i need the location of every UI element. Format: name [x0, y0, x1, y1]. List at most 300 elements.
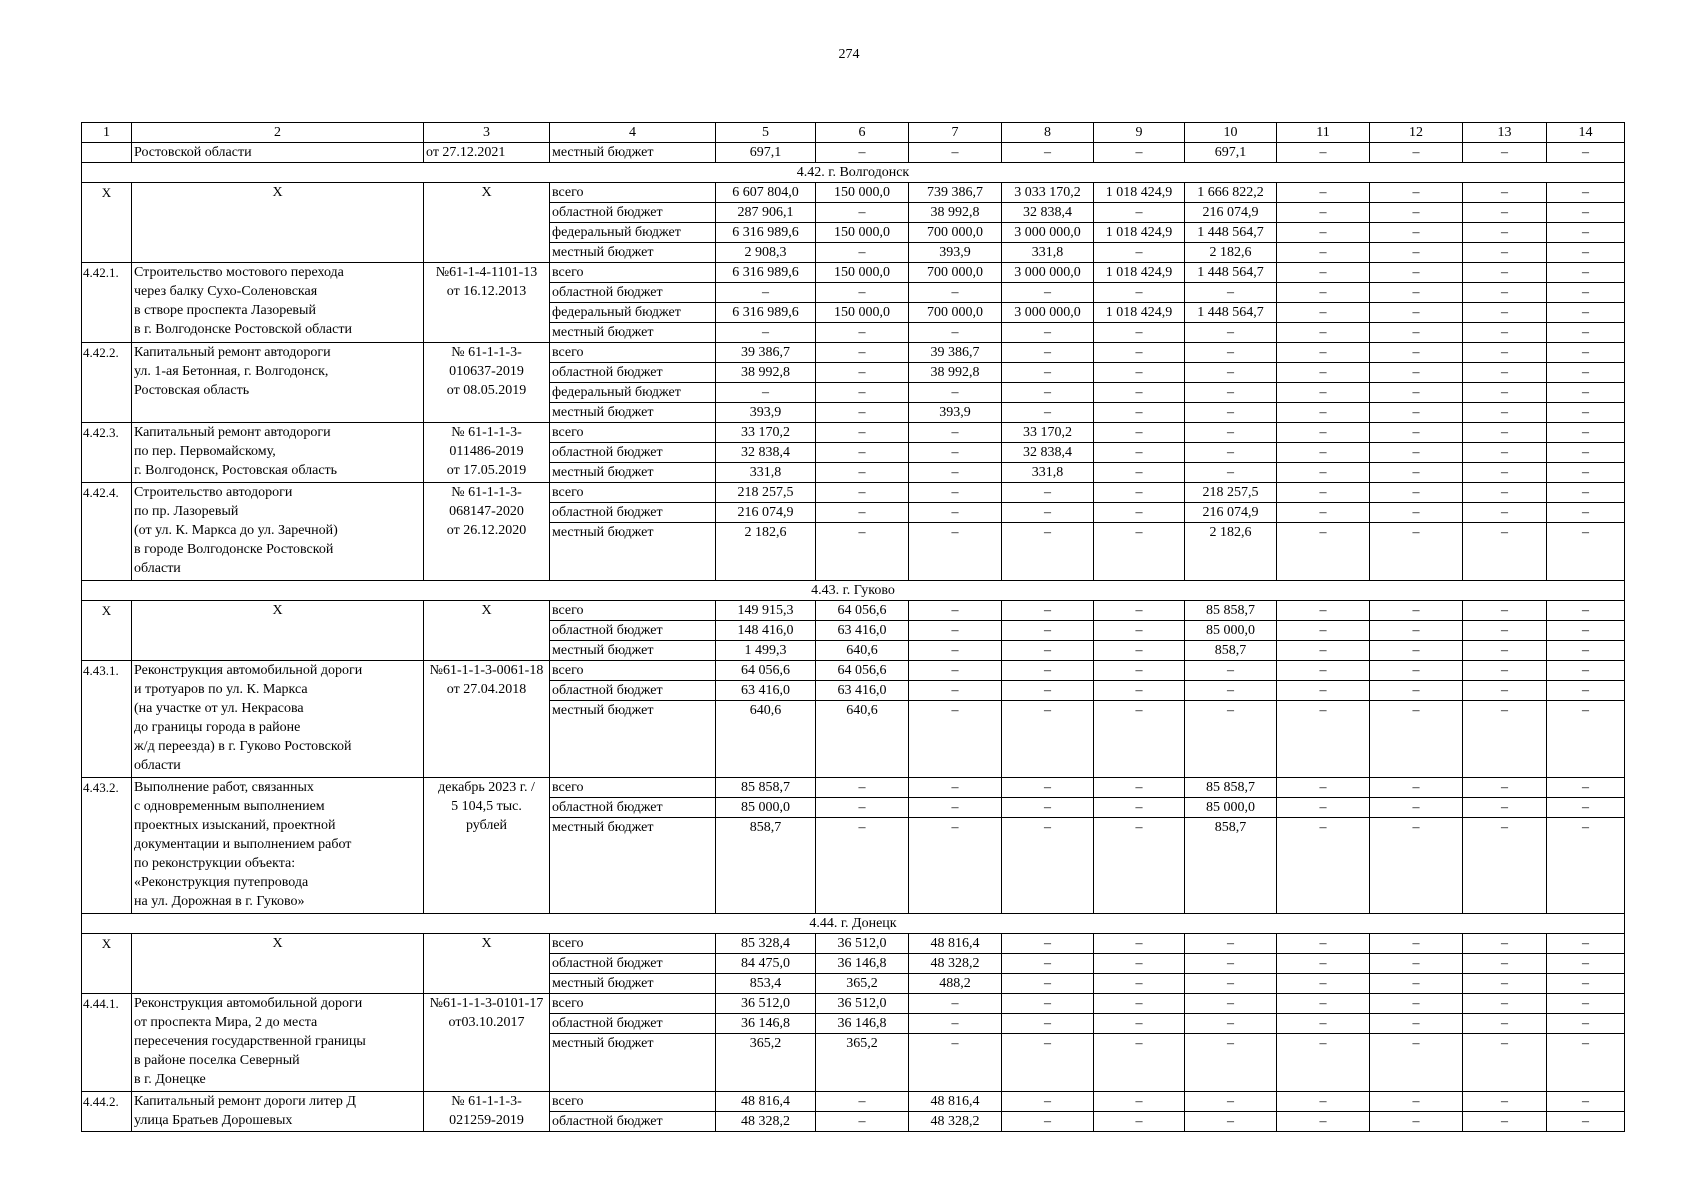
value-cell: –: [909, 778, 1002, 798]
value-cell: 2 182,6: [716, 523, 816, 581]
value-cell: 858,7: [1185, 641, 1277, 661]
value-cell: –: [1094, 621, 1185, 641]
value-cell: 149 915,3: [716, 601, 816, 621]
value-cell: –: [1463, 343, 1547, 363]
value-cell: –: [1094, 283, 1185, 303]
value-cell: 64 056,6: [816, 661, 909, 681]
value-cell: –: [716, 283, 816, 303]
value-cell: –: [1463, 798, 1547, 818]
value-cell: –: [1370, 283, 1463, 303]
table-row: [82, 994, 1625, 1014]
value-cell: –: [1002, 343, 1094, 363]
value-cell: –: [816, 403, 909, 423]
value-cell: –: [1094, 143, 1185, 163]
table-row: [82, 263, 1625, 283]
value-cell: –: [816, 818, 909, 914]
value-cell: –: [1370, 143, 1463, 163]
value-cell: –: [1094, 661, 1185, 681]
value-cell: –: [1277, 523, 1370, 581]
value-cell: 858,7: [716, 818, 816, 914]
value-cell: –: [1185, 403, 1277, 423]
value-cell: –: [1277, 661, 1370, 681]
value-cell: –: [1185, 383, 1277, 403]
value-cell: –: [1370, 243, 1463, 263]
funding-source: местный бюджет: [550, 143, 716, 163]
value-cell: –: [816, 1092, 909, 1112]
value-cell: –: [816, 443, 909, 463]
value-cell: –: [1463, 621, 1547, 641]
value-cell: 331,8: [716, 463, 816, 483]
value-cell: –: [1370, 1092, 1463, 1112]
value-cell: –: [1370, 183, 1463, 203]
value-cell: 216 074,9: [716, 503, 816, 523]
value-cell: –: [1002, 661, 1094, 681]
value-cell: –: [1370, 203, 1463, 223]
value-cell: –: [1002, 323, 1094, 343]
value-cell: 393,9: [909, 243, 1002, 263]
value-cell: 39 386,7: [716, 343, 816, 363]
value-cell: 218 257,5: [1185, 483, 1277, 503]
column-number: 2: [132, 123, 424, 143]
item-number: Х: [82, 601, 132, 661]
value-cell: –: [1547, 1034, 1625, 1092]
value-cell: –: [1463, 463, 1547, 483]
value-cell: 3 000 000,0: [1002, 223, 1094, 243]
value-cell: –: [909, 994, 1002, 1014]
value-cell: –: [1185, 954, 1277, 974]
value-cell: –: [909, 143, 1002, 163]
object-name-line: Выполнение работ, связанных: [134, 780, 314, 795]
value-cell: –: [1277, 1112, 1370, 1132]
value-cell: –: [1002, 994, 1094, 1014]
value-cell: –: [1277, 183, 1370, 203]
document-ref-line: от 27.04.2018: [446, 682, 527, 697]
value-cell: –: [1277, 934, 1370, 954]
value-cell: 36 146,8: [816, 954, 909, 974]
object-name-line: документации и выполнением работ: [134, 837, 352, 852]
value-cell: –: [909, 383, 1002, 403]
value-cell: –: [1002, 641, 1094, 661]
object-name-line: Реконструкция автомобильной дороги: [134, 996, 363, 1011]
value-cell: –: [1370, 934, 1463, 954]
object-name-line: по пер. Первомайскому,: [134, 444, 276, 459]
document-ref-line: от 16.12.2013: [446, 284, 527, 299]
column-number: 13: [1463, 123, 1547, 143]
funding-source: местный бюджет: [550, 523, 716, 581]
value-cell: 1 018 424,9: [1094, 263, 1185, 283]
value-cell: –: [1370, 954, 1463, 974]
section-title: 4.42. г. Волгодонск: [82, 163, 1625, 183]
funding-source: всего: [550, 1092, 716, 1112]
value-cell: –: [1002, 621, 1094, 641]
value-cell: –: [816, 203, 909, 223]
value-cell: 1 018 424,9: [1094, 183, 1185, 203]
funding-source: местный бюджет: [550, 818, 716, 914]
value-cell: 63 416,0: [816, 621, 909, 641]
document-ref-line: Х: [481, 185, 492, 200]
value-cell: –: [1094, 954, 1185, 974]
object-name-line: в г. Донецке: [134, 1072, 206, 1087]
value-cell: 1 448 564,7: [1185, 303, 1277, 323]
funding-source: местный бюджет: [550, 974, 716, 994]
item-number: 4.44.2.: [82, 1092, 132, 1132]
value-cell: –: [816, 798, 909, 818]
document-ref-line: 011486-2019: [449, 444, 524, 459]
document-ref-line: №61-1-1-3-0101-17: [429, 996, 544, 1011]
item-number: Х: [82, 934, 132, 994]
value-cell: 39 386,7: [909, 343, 1002, 363]
value-cell: –: [1094, 403, 1185, 423]
value-cell: –: [1547, 203, 1625, 223]
value-cell: –: [1094, 363, 1185, 383]
funding-source: областной бюджет: [550, 503, 716, 523]
funding-source: областной бюджет: [550, 1112, 716, 1132]
value-cell: –: [816, 463, 909, 483]
funding-source: областной бюджет: [550, 954, 716, 974]
value-cell: –: [1370, 621, 1463, 641]
document-ref-line: от 08.05.2019: [446, 383, 527, 398]
object-name: [132, 423, 424, 483]
value-cell: –: [1277, 343, 1370, 363]
value-cell: 48 328,2: [909, 1112, 1002, 1132]
value-cell: –: [1002, 1112, 1094, 1132]
value-cell: –: [1185, 283, 1277, 303]
value-cell: –: [1463, 1034, 1547, 1092]
value-cell: –: [1094, 463, 1185, 483]
object-name-line: в городе Волгодонске Ростовской: [134, 542, 334, 557]
value-cell: –: [1094, 1014, 1185, 1034]
value-cell: –: [1002, 363, 1094, 383]
value-cell: –: [816, 423, 909, 443]
value-cell: –: [1277, 601, 1370, 621]
table-row: [82, 661, 1625, 681]
value-cell: –: [1277, 423, 1370, 443]
object-name-line: через балку Сухо-Соленовская: [134, 284, 318, 299]
value-cell: –: [1547, 143, 1625, 163]
value-cell: –: [1094, 974, 1185, 994]
column-number: 4: [550, 123, 716, 143]
value-cell: –: [1277, 798, 1370, 818]
value-cell: –: [1002, 974, 1094, 994]
funding-source: всего: [550, 183, 716, 203]
funding-source: областной бюджет: [550, 681, 716, 701]
item-number: 4.43.2.: [82, 778, 132, 914]
item-number: 4.42.1.: [82, 263, 132, 343]
section-title: 4.43. г. Гуково: [82, 581, 1625, 601]
value-cell: –: [1002, 403, 1094, 423]
value-cell: –: [1547, 681, 1625, 701]
value-cell: –: [816, 483, 909, 503]
object-name-line: «Реконструкция путепровода: [134, 875, 309, 890]
value-cell: 331,8: [1002, 463, 1094, 483]
funding-source: областной бюджет: [550, 443, 716, 463]
value-cell: –: [909, 818, 1002, 914]
value-cell: –: [1547, 443, 1625, 463]
value-cell: –: [1370, 403, 1463, 423]
value-cell: –: [1185, 681, 1277, 701]
value-cell: 697,1: [1185, 143, 1277, 163]
value-cell: –: [909, 463, 1002, 483]
value-cell: –: [1277, 203, 1370, 223]
value-cell: –: [816, 523, 909, 581]
value-cell: –: [1185, 701, 1277, 778]
object-name-line: по пр. Лазоревый: [134, 504, 239, 519]
object-name-line: (от ул. К. Маркса до ул. Заречной): [134, 523, 338, 538]
value-cell: 63 416,0: [716, 681, 816, 701]
value-cell: –: [1463, 323, 1547, 343]
value-cell: –: [909, 798, 1002, 818]
value-cell: 48 816,4: [909, 1092, 1002, 1112]
value-cell: 85 858,7: [716, 778, 816, 798]
value-cell: 33 170,2: [716, 423, 816, 443]
column-number: 14: [1547, 123, 1625, 143]
value-cell: 36 146,8: [816, 1014, 909, 1034]
object-name: [132, 994, 424, 1092]
value-cell: 150 000,0: [816, 223, 909, 243]
value-cell: –: [1094, 641, 1185, 661]
value-cell: –: [1277, 283, 1370, 303]
funding-source: областной бюджет: [550, 283, 716, 303]
value-cell: –: [1277, 463, 1370, 483]
value-cell: 1 666 822,2: [1185, 183, 1277, 203]
object-name-line: в г. Волгодонске Ростовской области: [134, 322, 352, 337]
value-cell: 216 074,9: [1185, 203, 1277, 223]
value-cell: –: [816, 283, 909, 303]
value-cell: –: [1002, 1092, 1094, 1112]
value-cell: –: [909, 443, 1002, 463]
object-name-line: по реконструкции объекта:: [134, 856, 296, 871]
funding-source: местный бюджет: [550, 463, 716, 483]
document-ref: [424, 661, 550, 778]
value-cell: –: [1463, 263, 1547, 283]
value-cell: –: [1463, 934, 1547, 954]
value-cell: –: [909, 701, 1002, 778]
value-cell: –: [1547, 641, 1625, 661]
value-cell: 640,6: [816, 701, 909, 778]
value-cell: 6 316 989,6: [716, 263, 816, 283]
value-cell: –: [1002, 778, 1094, 798]
value-cell: –: [1463, 954, 1547, 974]
value-cell: –: [1094, 1112, 1185, 1132]
item-number: [82, 143, 132, 163]
value-cell: –: [1463, 423, 1547, 443]
value-cell: 48 816,4: [716, 1092, 816, 1112]
value-cell: –: [1277, 243, 1370, 263]
value-cell: –: [1370, 343, 1463, 363]
value-cell: –: [1547, 183, 1625, 203]
value-cell: 148 416,0: [716, 621, 816, 641]
value-cell: –: [1463, 1014, 1547, 1034]
value-cell: –: [1463, 283, 1547, 303]
document-ref-line: декабрь 2023 г. /: [438, 780, 535, 795]
value-cell: –: [1547, 363, 1625, 383]
value-cell: 38 992,8: [909, 363, 1002, 383]
value-cell: –: [1277, 1034, 1370, 1092]
value-cell: 218 257,5: [716, 483, 816, 503]
funding-source: областной бюджет: [550, 1014, 716, 1034]
value-cell: 150 000,0: [816, 183, 909, 203]
value-cell: –: [1094, 1034, 1185, 1092]
value-cell: –: [1002, 798, 1094, 818]
value-cell: –: [1547, 263, 1625, 283]
value-cell: 36 512,0: [816, 994, 909, 1014]
funding-source: федеральный бюджет: [550, 303, 716, 323]
object-name-line: и тротуаров по ул. К. Маркса: [134, 682, 308, 697]
value-cell: –: [1277, 323, 1370, 343]
value-cell: –: [1370, 363, 1463, 383]
funding-source: всего: [550, 483, 716, 503]
value-cell: –: [1370, 463, 1463, 483]
value-cell: 32 838,4: [716, 443, 816, 463]
value-cell: –: [1547, 503, 1625, 523]
value-cell: 1 448 564,7: [1185, 223, 1277, 243]
item-number: Х: [82, 183, 132, 263]
value-cell: 365,2: [716, 1034, 816, 1092]
value-cell: –: [909, 1014, 1002, 1034]
value-cell: –: [716, 323, 816, 343]
object-name-line: Капитальный ремонт автодороги: [134, 425, 331, 440]
value-cell: –: [1370, 818, 1463, 914]
value-cell: –: [1094, 681, 1185, 701]
object-name-line: Реконструкция автомобильной дороги: [134, 663, 363, 678]
funding-source: всего: [550, 934, 716, 954]
value-cell: –: [1277, 223, 1370, 243]
value-cell: 1 018 424,9: [1094, 223, 1185, 243]
value-cell: –: [1094, 203, 1185, 223]
value-cell: 739 386,7: [909, 183, 1002, 203]
document-ref: [424, 994, 550, 1092]
value-cell: –: [1277, 443, 1370, 463]
value-cell: –: [1370, 443, 1463, 463]
value-cell: –: [1002, 483, 1094, 503]
value-cell: –: [1463, 523, 1547, 581]
value-cell: –: [1370, 1034, 1463, 1092]
object-name: [132, 483, 424, 581]
funding-source: местный бюджет: [550, 323, 716, 343]
value-cell: –: [1002, 601, 1094, 621]
object-name: Ростовской области: [132, 143, 424, 163]
value-cell: –: [1002, 503, 1094, 523]
value-cell: –: [1547, 818, 1625, 914]
value-cell: –: [1547, 403, 1625, 423]
value-cell: –: [1094, 818, 1185, 914]
value-cell: –: [1463, 363, 1547, 383]
value-cell: –: [909, 323, 1002, 343]
document-ref-line: от03.10.2017: [448, 1015, 525, 1030]
value-cell: –: [1547, 383, 1625, 403]
value-cell: 85 858,7: [1185, 778, 1277, 798]
funding-source: всего: [550, 343, 716, 363]
value-cell: –: [1463, 303, 1547, 323]
value-cell: –: [1094, 423, 1185, 443]
value-cell: –: [1547, 621, 1625, 641]
value-cell: 3 000 000,0: [1002, 303, 1094, 323]
value-cell: –: [1277, 994, 1370, 1014]
value-cell: –: [816, 363, 909, 383]
table-row: [82, 934, 1625, 954]
value-cell: –: [1463, 681, 1547, 701]
value-cell: –: [1002, 681, 1094, 701]
value-cell: 287 906,1: [716, 203, 816, 223]
value-cell: 1 018 424,9: [1094, 303, 1185, 323]
value-cell: 700 000,0: [909, 263, 1002, 283]
value-cell: 64 056,6: [716, 661, 816, 681]
value-cell: 216 074,9: [1185, 503, 1277, 523]
value-cell: –: [1463, 701, 1547, 778]
object-name: [132, 263, 424, 343]
value-cell: –: [1547, 223, 1625, 243]
value-cell: –: [1547, 994, 1625, 1014]
value-cell: –: [1094, 523, 1185, 581]
value-cell: –: [1463, 994, 1547, 1014]
value-cell: –: [1370, 1014, 1463, 1034]
value-cell: –: [909, 483, 1002, 503]
value-cell: –: [1094, 778, 1185, 798]
value-cell: –: [1463, 1112, 1547, 1132]
value-cell: –: [1094, 443, 1185, 463]
value-cell: 85 858,7: [1185, 601, 1277, 621]
object-name-line: области: [134, 758, 181, 773]
value-cell: 2 182,6: [1185, 243, 1277, 263]
section-row: [82, 163, 1625, 183]
object-name-line: Х: [272, 185, 283, 200]
value-cell: –: [1370, 641, 1463, 661]
value-cell: –: [1002, 1034, 1094, 1092]
document-ref-line: №61-1-4-1101-13: [435, 265, 538, 280]
value-cell: –: [1463, 143, 1547, 163]
object-name: [132, 183, 424, 263]
value-cell: 85 000,0: [716, 798, 816, 818]
funding-source: всего: [550, 601, 716, 621]
value-cell: –: [909, 621, 1002, 641]
value-cell: –: [1094, 323, 1185, 343]
value-cell: 48 328,2: [909, 954, 1002, 974]
value-cell: 3 033 170,2: [1002, 183, 1094, 203]
object-name: [132, 934, 424, 994]
value-cell: 150 000,0: [816, 303, 909, 323]
value-cell: –: [1277, 403, 1370, 423]
object-name-line: Х: [272, 936, 283, 951]
object-name-line: ул. 1-ая Бетонная, г. Волгодонск,: [134, 364, 329, 379]
value-cell: 331,8: [1002, 243, 1094, 263]
value-cell: –: [1277, 778, 1370, 798]
document-ref-line: № 61-1-1-3-: [451, 485, 522, 500]
object-name: [132, 661, 424, 778]
value-cell: –: [816, 343, 909, 363]
value-cell: –: [1277, 1014, 1370, 1034]
object-name-line: проектных изысканий, проектной: [134, 818, 336, 833]
value-cell: –: [909, 641, 1002, 661]
value-cell: –: [1370, 601, 1463, 621]
section-row: [82, 581, 1625, 601]
funding-source: всего: [550, 263, 716, 283]
object-name-line: Х: [272, 603, 283, 618]
object-name-line: (на участке от ул. Некрасова: [134, 701, 304, 716]
table-row: [82, 343, 1625, 363]
value-cell: –: [1547, 701, 1625, 778]
value-cell: 6 316 989,6: [716, 303, 816, 323]
value-cell: –: [1185, 934, 1277, 954]
value-cell: 48 328,2: [716, 1112, 816, 1132]
value-cell: –: [1370, 681, 1463, 701]
value-cell: –: [1185, 363, 1277, 383]
value-cell: –: [1370, 423, 1463, 443]
value-cell: –: [1277, 974, 1370, 994]
value-cell: –: [1370, 503, 1463, 523]
value-cell: 700 000,0: [909, 303, 1002, 323]
object-name: [132, 343, 424, 423]
value-cell: –: [1277, 954, 1370, 974]
